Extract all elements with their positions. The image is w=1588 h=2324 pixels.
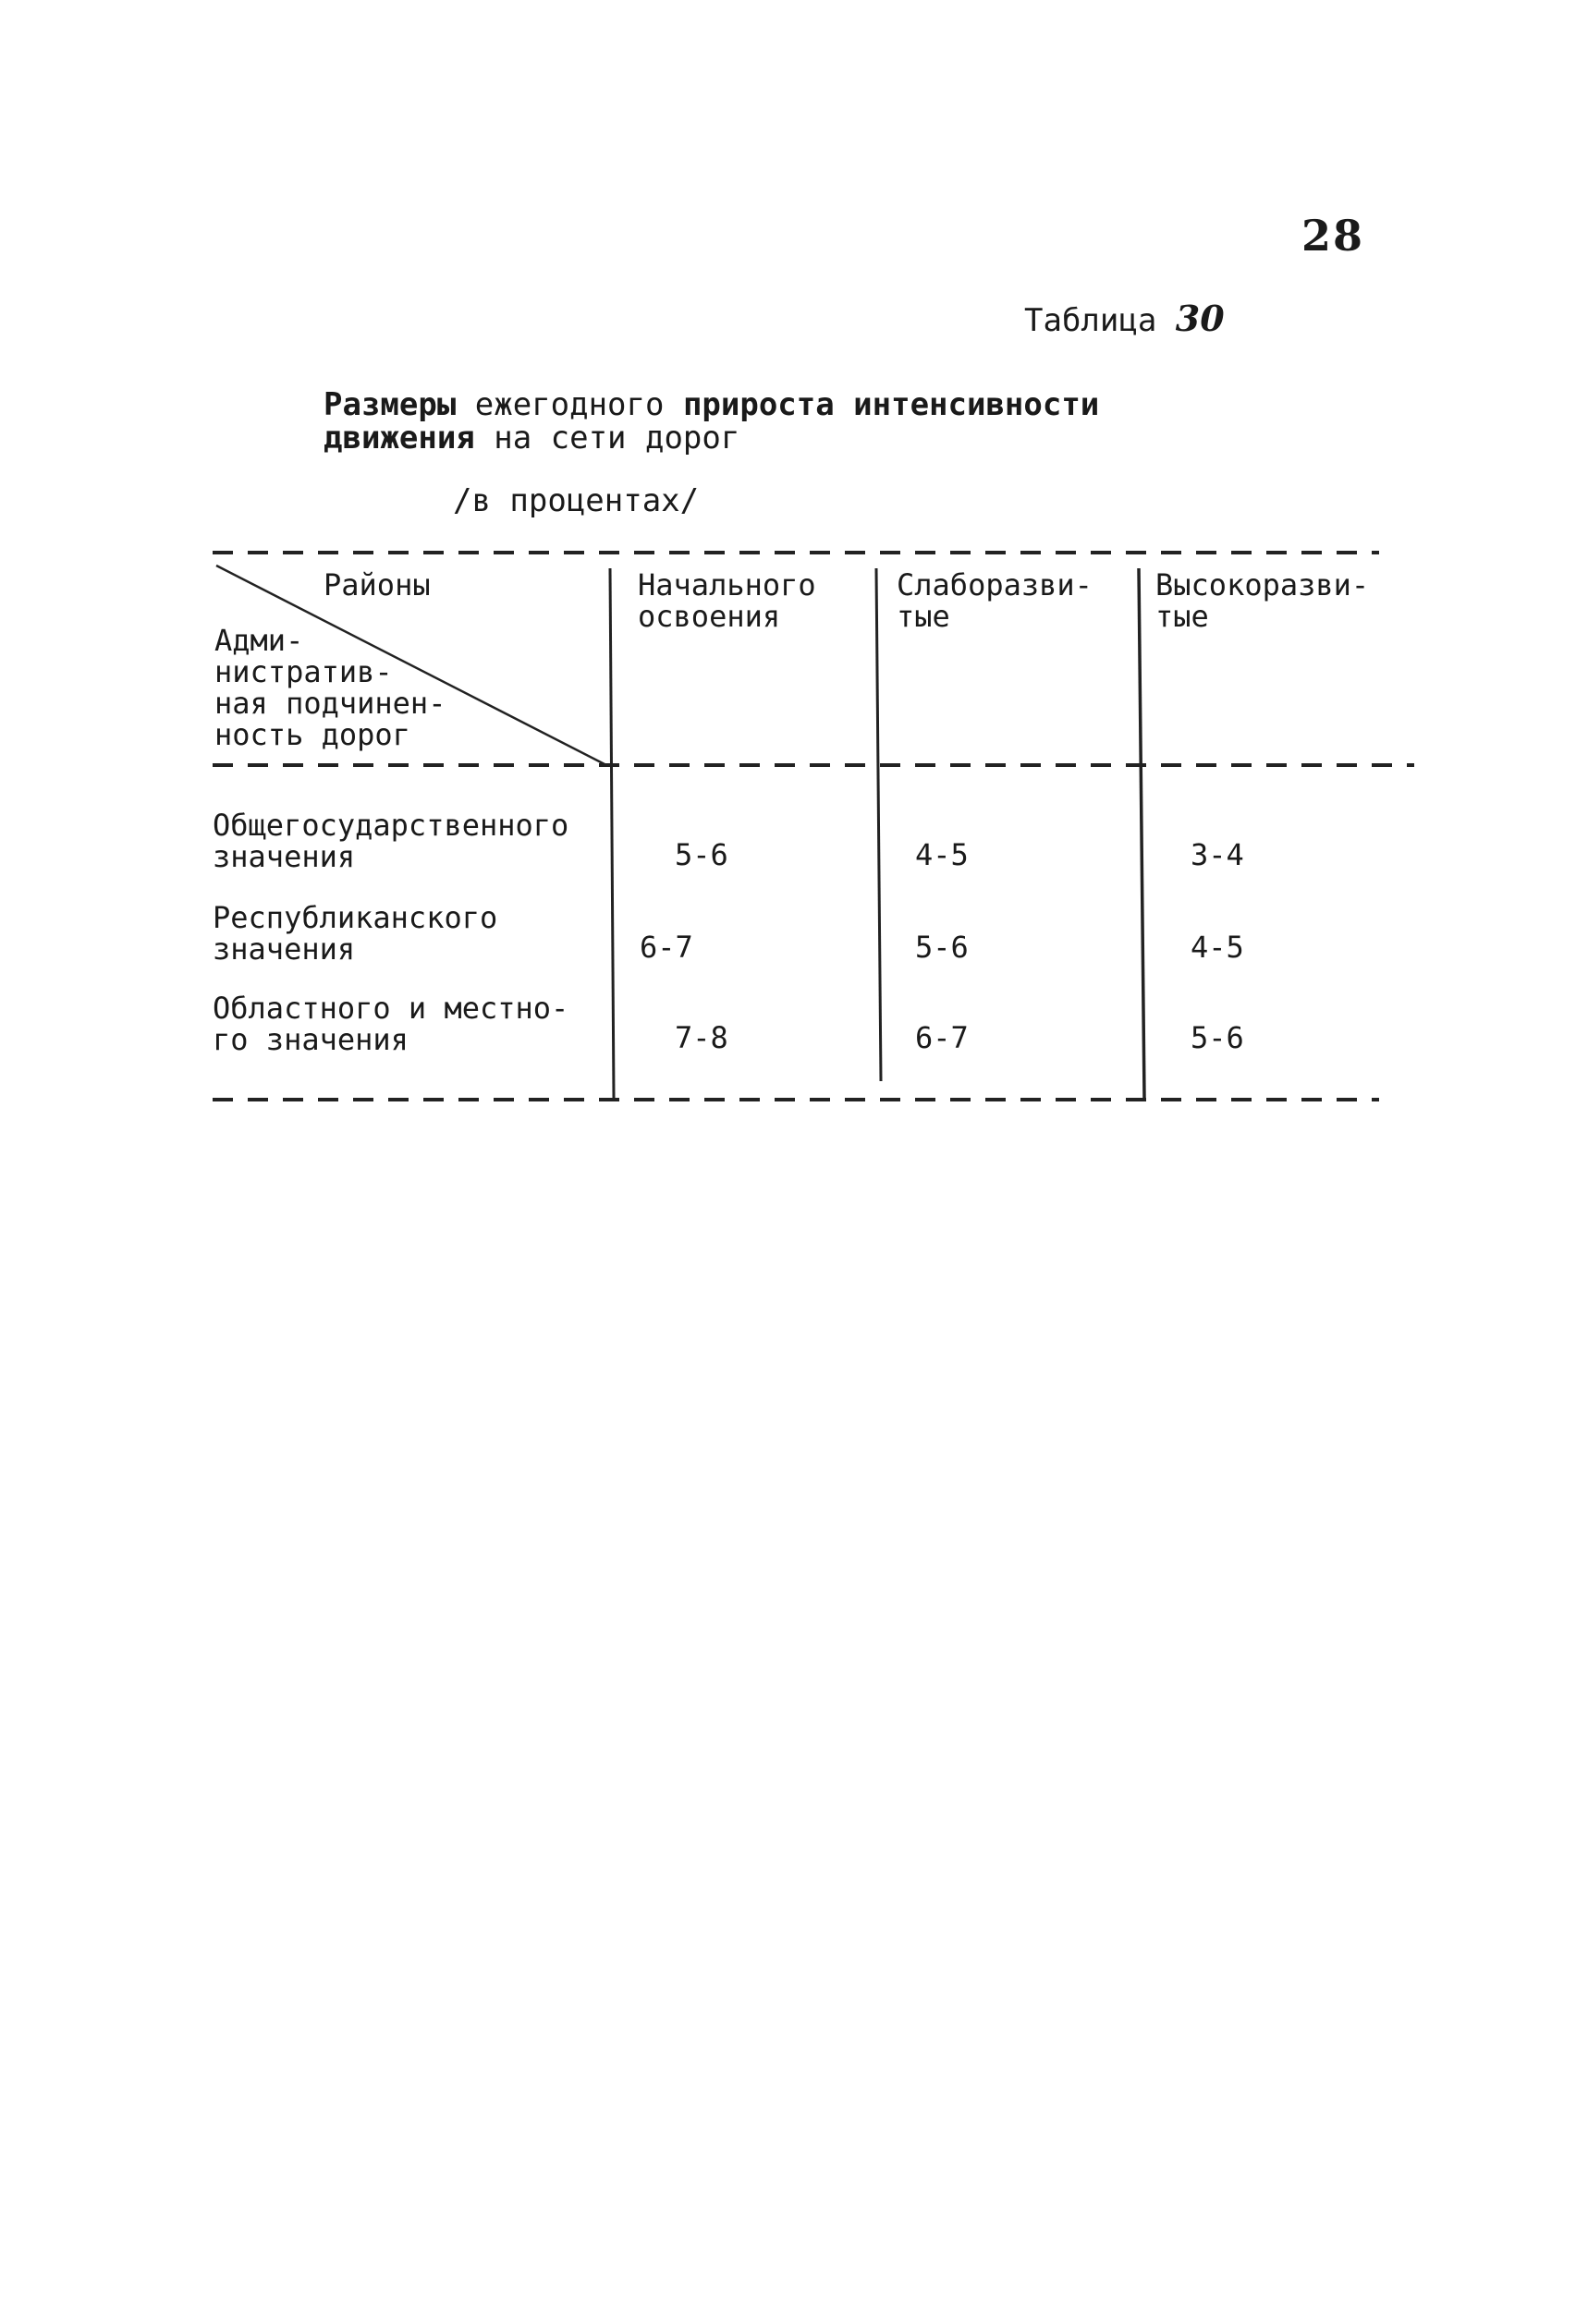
table-cell: 5-6 (915, 930, 969, 965)
table-cell: 7-8 (675, 1020, 728, 1055)
table-cell: 4-5 (1191, 930, 1244, 965)
column-separator-1 (610, 568, 614, 1098)
page-number: 28 (1301, 211, 1365, 261)
row-label: Общегосударственного значения (213, 808, 569, 874)
title-rest-c: на сети дорог (474, 420, 740, 456)
column-separator-2 (876, 568, 881, 1081)
table-cell: 6-7 (640, 930, 693, 965)
title-bold-a: Размеры (324, 386, 457, 423)
column-header-1: Начального освоения (638, 567, 816, 634)
table-cell: 5-6 (675, 837, 728, 872)
table-cell: 4-5 (915, 837, 969, 872)
table-cell: 6-7 (915, 1020, 969, 1055)
row-label: Республиканского значения (213, 900, 498, 967)
column-separator-3 (1139, 568, 1144, 1098)
table-unit: /в процентах/ (453, 482, 700, 519)
table-label-number: 30 (1175, 298, 1225, 339)
table-label-prefix: Таблица (1024, 302, 1157, 339)
corner-bottom-label: Адми- нистратив- ная подчинен- ность дорог (214, 623, 446, 752)
row-label: Областного и местно- го значения (213, 991, 569, 1057)
table-cell: 3-4 (1191, 837, 1244, 872)
column-header-3: Высокоразви- тые (1155, 567, 1370, 634)
title-rest-a: ежегодного (456, 386, 683, 423)
column-header-2: Слаборазви- тые (897, 567, 1093, 634)
title-bold-b: прироста интенсивности (682, 386, 1100, 423)
table-cell: 5-6 (1191, 1020, 1244, 1055)
title-bold-c: движения (324, 420, 475, 456)
corner-top-label: Районы (324, 567, 431, 602)
